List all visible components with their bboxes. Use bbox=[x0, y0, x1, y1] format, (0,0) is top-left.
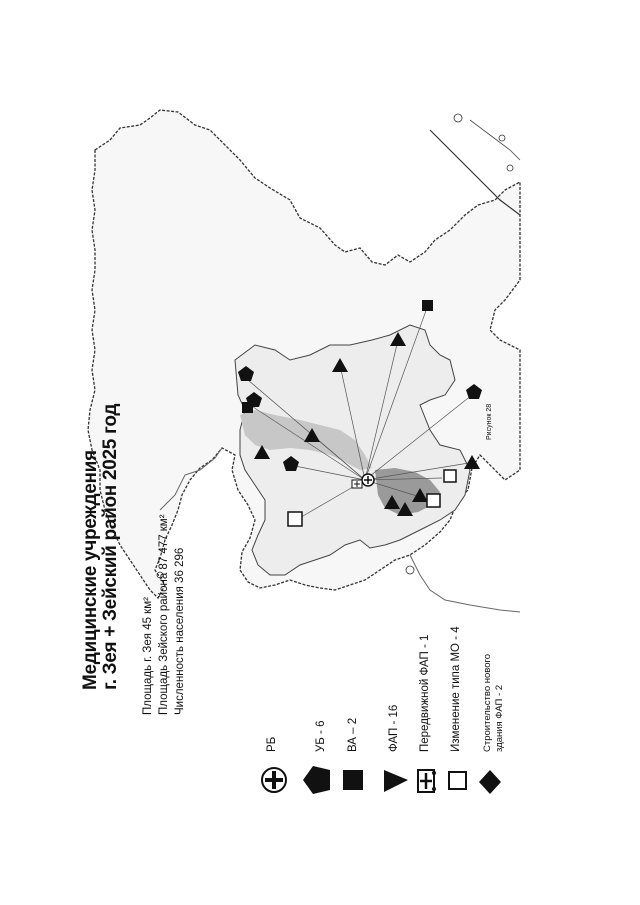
legend-label-va: ВА – 2 bbox=[347, 717, 359, 752]
legend-label-new-building-2: здания ФАП - 2 bbox=[494, 684, 505, 752]
legend-label-fap: ФАП - 16 bbox=[388, 704, 400, 752]
stat-population: Численность населения 36 296 bbox=[174, 547, 186, 715]
legend-label-new-building-1: Строительство нового bbox=[482, 653, 493, 752]
map-title-line2: г. Зея + Зейский район 2025 год bbox=[100, 403, 121, 690]
stat-zeya-area: Площадь г. Зея 45 км² bbox=[142, 597, 154, 715]
pentagon-icon bbox=[303, 766, 330, 794]
legend-label-rb: РБ bbox=[266, 736, 278, 752]
legend-label-ub: УБ - 6 bbox=[315, 720, 327, 752]
stat-district-area: Площадь Зейского района 87 477 км² bbox=[158, 514, 170, 715]
figure-caption: Рисунок 28 bbox=[486, 403, 493, 440]
legend-label-mobile-fap: Передвижной ФАП - 1 bbox=[419, 634, 431, 752]
map-title-line1: Медицинские учреждения bbox=[80, 450, 101, 690]
triangle-icon bbox=[384, 770, 408, 792]
legend-label-type-change: Изменение типа МО - 4 bbox=[450, 626, 462, 752]
square-icon bbox=[343, 770, 363, 790]
hospital-cross-icon bbox=[262, 768, 286, 792]
open-square-icon bbox=[449, 772, 466, 789]
mobile-fap-icon bbox=[418, 770, 436, 792]
diamond-icon bbox=[479, 770, 501, 794]
